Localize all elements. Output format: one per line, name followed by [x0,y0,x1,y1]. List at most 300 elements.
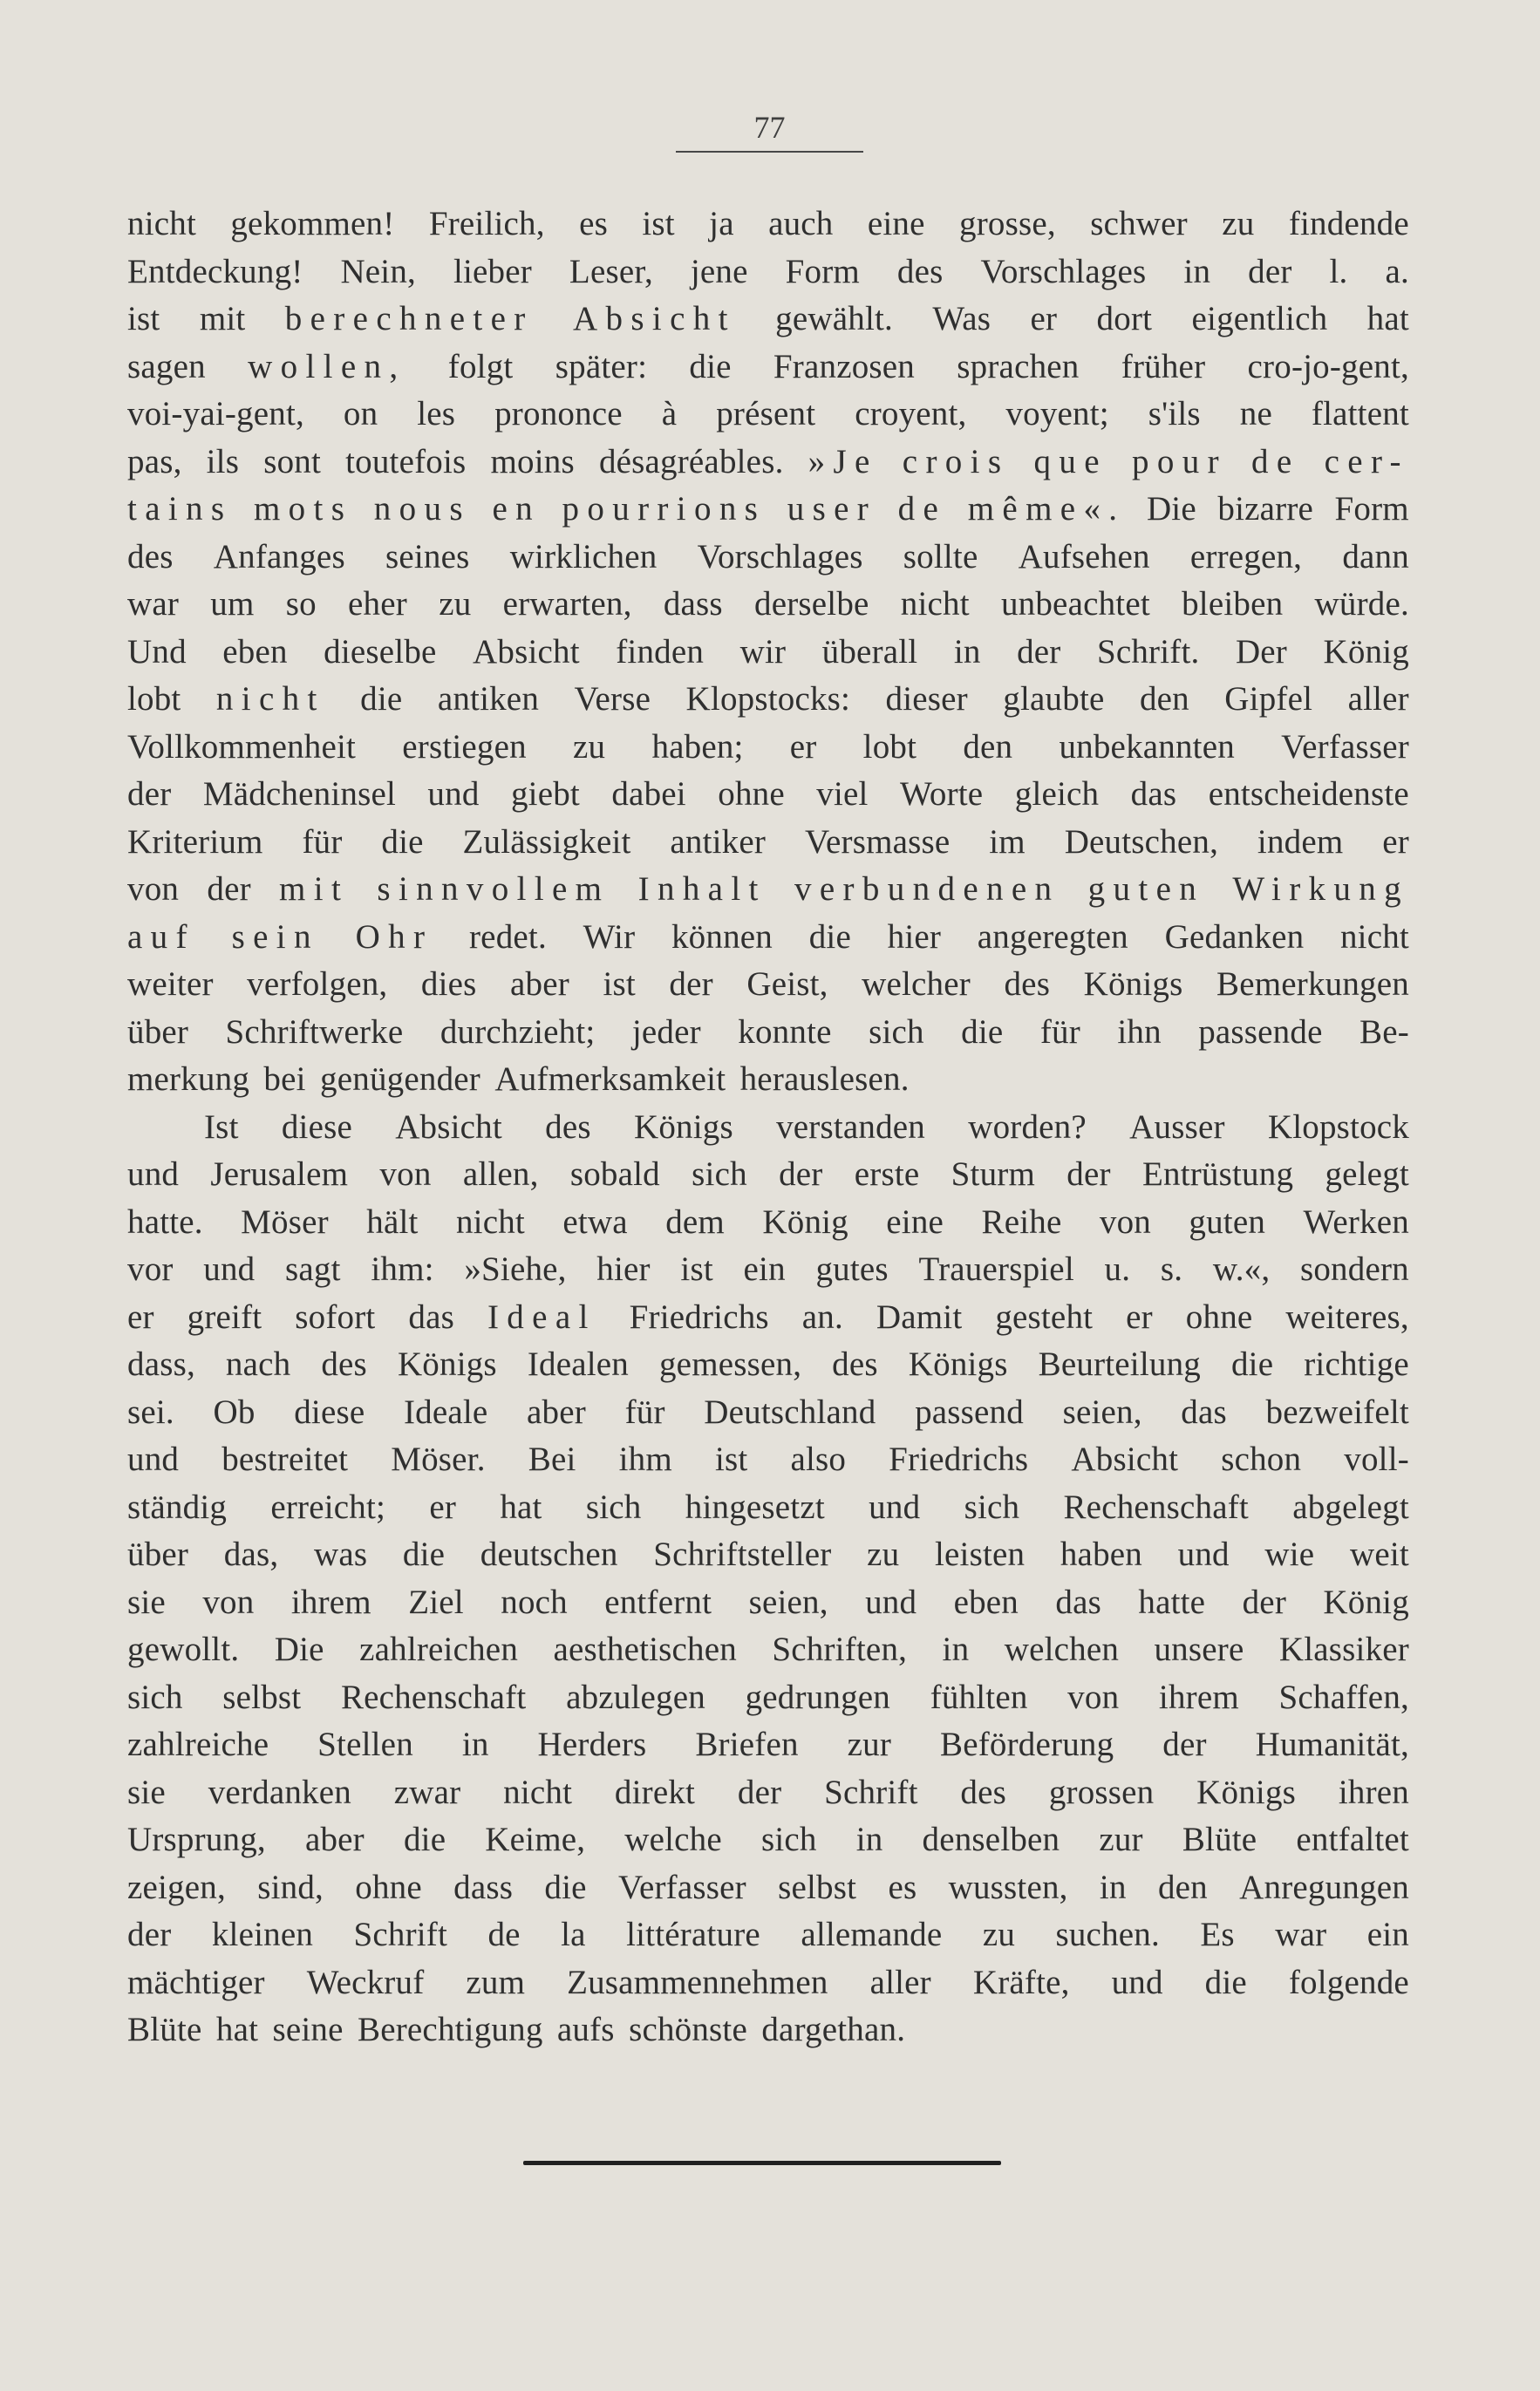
word: was [313,1536,368,1573]
word: Absicht [1071,1441,1179,1478]
word: etwa [562,1202,628,1241]
word: Schriftsteller [653,1536,832,1573]
word: Geist, [746,965,828,1003]
word: Ist [204,1107,239,1146]
word: Verfasser [1281,727,1409,766]
word: um [210,585,255,623]
word: erregen, [1189,537,1303,576]
word: voyent; [1005,395,1109,433]
word: folgt [447,347,514,385]
word: verdanken [208,1773,351,1811]
word: en [492,490,541,528]
word: dieselbe [324,632,437,671]
word: sich [760,1821,817,1858]
word: und [203,1250,256,1288]
word: zeigen, [127,1868,226,1906]
word: u. [1104,1250,1131,1288]
word: ihren [1338,1773,1409,1811]
word: er [1382,822,1409,861]
word: im [989,822,1026,861]
word: »Siehe, [464,1250,567,1288]
word: die [403,1821,446,1858]
word: aesthetischen [553,1631,737,1668]
word: ohne [1185,1298,1253,1336]
word: s. [1160,1250,1183,1288]
word: zur [847,1726,892,1763]
text-line [127,534,1409,582]
word: hat [215,2011,259,2048]
word: indem [1257,822,1344,861]
word: Möser [241,1202,329,1241]
word: eher [348,585,407,623]
word: Deutschen, [1064,822,1219,861]
word: sagen [127,347,206,385]
word: es [579,205,608,242]
word: Worte [900,775,984,813]
word: sofort [295,1298,376,1336]
word: hingesetzt [685,1488,825,1526]
word: Ziel [408,1583,464,1621]
word: Vollkommenheit [127,727,357,766]
word: ein [743,1250,786,1288]
word: ihm [618,1441,672,1478]
text-line [127,1056,1409,1104]
word: wie [1264,1536,1315,1573]
word: und [869,1488,921,1526]
word: leisten [934,1536,1026,1573]
word: nicht [455,1202,525,1241]
word: cro-jo-gent, [1247,347,1409,385]
text-line [127,819,1409,867]
word: Bei [528,1441,576,1478]
word: die [808,917,851,956]
text-line [127,676,1409,724]
word: gedrungen [745,1678,891,1716]
word: Keime, [485,1821,586,1858]
word: genügender [320,1060,480,1098]
word: wollen, [248,347,406,385]
word: Blüte [1182,1821,1257,1858]
word: aber [510,965,569,1003]
word: er [1126,1298,1153,1336]
word: Ideal [487,1298,596,1336]
text-line [127,439,1409,487]
word: richtige [1304,1345,1409,1383]
word: croyent, [855,395,967,433]
word: ils [206,442,240,480]
word: angeregten [977,917,1128,956]
text-line [127,249,1409,296]
word: sollte [903,537,978,576]
word: Leser, [569,252,653,290]
text-line [127,1199,1409,1247]
word: Weckruf [306,1963,425,2001]
word: aber [304,1821,365,1858]
word: verfolgen, [247,965,388,1003]
word: verstanden [776,1107,925,1146]
word: à [661,395,678,433]
word: antiken [437,680,540,718]
word: ist [714,1441,748,1478]
word: Beförderung [940,1726,1114,1763]
word: und [427,775,480,813]
text-line [127,914,1409,962]
word: »Je [807,442,878,480]
word: Form [1334,490,1409,528]
word: Sturm [951,1155,1036,1193]
word: Klassiker [1278,1631,1409,1668]
word: die [1204,1963,1247,2001]
text-line [127,1151,1409,1199]
word: war [127,585,180,623]
word: lobt [127,680,181,718]
word: pourrions [562,490,767,528]
word: es [888,1868,917,1906]
word: selbst [778,1868,857,1906]
word: Rechenschaft [1063,1488,1249,1526]
word: in [1183,252,1211,290]
word: Verfasser [617,1868,746,1906]
word: passende [1198,1012,1323,1051]
word: giebt [510,775,580,813]
word: gewollt. [127,1631,240,1668]
text-line [127,1816,1409,1864]
word: er [429,1488,457,1526]
word: Absicht [572,300,736,337]
word: Schaffen, [1278,1678,1409,1716]
text-line [127,771,1409,819]
word: finden [616,632,705,671]
word: durchzieht; [440,1012,596,1051]
word: weiteres, [1285,1298,1409,1336]
text-line [127,1294,1409,1342]
word: er [1030,300,1058,337]
word: denselben [922,1821,1060,1858]
word: das, [223,1536,279,1573]
word: gelegt [1325,1155,1409,1193]
word: die [402,1536,446,1573]
text-line [127,1246,1409,1294]
word: Mädcheninsel [202,775,396,813]
word: ist [127,300,160,337]
text-line [127,296,1409,344]
text-line [127,1721,1409,1769]
word: grosse, [959,205,1056,242]
word: Be- [1359,1012,1409,1051]
word: von [1099,1202,1151,1241]
word: s'ils [1148,395,1201,433]
word: de [1251,442,1300,480]
word: bestreitet [221,1441,349,1478]
word: sondern [1299,1250,1409,1288]
word: in [461,1726,489,1763]
word: König [762,1202,848,1241]
page-number-rule [676,151,863,153]
word: Rechenschaft [340,1678,527,1716]
word: Damit [876,1298,963,1336]
word: même«. [967,490,1126,528]
word: der [207,870,251,908]
word: Versmasse [804,822,951,861]
word: dabei [611,775,686,813]
word: die [1230,1345,1274,1383]
word: gewählt. [775,300,893,337]
word: ist [603,965,636,1003]
word: Nein, [340,252,416,290]
word: in [855,1821,883,1858]
word: schon [1221,1441,1302,1478]
word: die [544,1868,587,1906]
word: lobt [862,727,917,766]
word: nicht [1339,917,1409,956]
word: Was [932,300,991,337]
word: Absicht [473,632,580,671]
word: hält [366,1202,419,1241]
word: gekommen! [230,205,395,242]
word: wussten, [948,1868,1068,1906]
word: für [302,822,343,861]
word: wirklichen [509,537,658,576]
word: bei [263,1060,306,1098]
word: findende [1288,205,1409,242]
word: des [1004,965,1051,1003]
word: Vorschlages [980,252,1147,290]
word: Königs [633,1107,733,1146]
word: so [285,585,317,623]
word: zu [439,585,472,623]
word: ist [642,205,675,242]
text-line [127,1531,1409,1579]
word: de [897,490,947,528]
word: fühlten [930,1678,1028,1716]
word: und [865,1583,917,1621]
text-line [127,581,1409,629]
word: eine [867,205,925,242]
word: toutefois [345,442,467,480]
word: mit [199,300,246,337]
word: merkung [127,1060,250,1098]
word: hier [887,917,942,956]
text-line [127,1864,1409,1912]
word: ihrem [1158,1678,1239,1716]
word: Verse [574,680,651,718]
word: zu [867,1536,900,1573]
word: glaubte [1003,680,1105,718]
text-line [127,1579,1409,1627]
word: Ideale [403,1393,488,1431]
word: sont [263,442,322,480]
word: Ursprung, [127,1821,266,1858]
text-line [127,1911,1409,1959]
word: nous [373,490,471,528]
word: sie [127,1773,166,1811]
word: littérature [626,1916,760,1953]
word: selbst [222,1678,302,1716]
word: ne [1239,395,1272,433]
text-line [127,724,1409,772]
word: gemessen, [658,1345,802,1383]
word: sich [585,1488,642,1526]
word: das [1181,1393,1227,1431]
word: der [1017,632,1061,671]
word: an. [801,1298,843,1336]
word: seines [385,537,470,576]
word: können [671,917,773,956]
word: redet. [469,917,547,956]
word: la [561,1916,586,1953]
word: Zusammennehmen [567,1963,828,2001]
word: von [379,1155,432,1193]
word: lieber [453,252,532,290]
word: deutschen [480,1536,618,1573]
word: seien, [748,1583,828,1621]
word: entscheidenste [1208,775,1409,813]
word: entfaltet [1296,1821,1409,1858]
body-text [127,201,1409,2054]
word: Vorschlages [697,537,863,576]
word: mots [253,490,353,528]
word: tains [127,490,233,528]
word: Kriterium [127,822,263,861]
word: grossen [1048,1773,1155,1811]
word: Der [1235,632,1287,671]
word: welche [624,1821,722,1858]
text-line [127,1674,1409,1722]
word: nicht [503,1773,573,1811]
word: König [1323,632,1409,671]
word: den [1157,1868,1208,1906]
word: herauslesen. [739,1060,910,1098]
word: dem [665,1202,725,1241]
word: Königs [1196,1773,1297,1811]
text-line [127,1959,1409,2007]
word: bleiben [1182,585,1284,623]
word: worden? [968,1107,1087,1146]
text-line [127,1009,1409,1057]
word: ihn [1117,1012,1162,1051]
word: ohne [355,1868,422,1906]
word: que [1033,442,1107,480]
text-line [127,1341,1409,1389]
word: Form [785,252,860,290]
word: dass [663,585,723,623]
text-line [127,961,1409,1009]
word: Ausser [1129,1107,1225,1146]
word: ihrem [290,1583,371,1621]
word: vor [127,1250,174,1288]
word: hatte [1138,1583,1206,1621]
word: Ohr [355,917,433,956]
word: voll- [1344,1441,1409,1478]
word: ja [709,205,734,242]
word: König [1323,1583,1409,1621]
word: Es [1200,1916,1235,1953]
word: für [624,1393,665,1431]
word: seien, [1062,1393,1142,1431]
word: prononce [494,395,623,433]
word: früher [1121,347,1206,385]
text-line [127,1104,1409,1152]
text-line [127,1484,1409,1532]
word: in [953,632,981,671]
word: pas, [127,442,182,480]
word: sich [127,1678,183,1716]
word: sich [869,1012,924,1051]
word: Ob [213,1393,256,1431]
word: des [832,1345,878,1383]
word: hier [596,1250,651,1288]
word: Entrüstung [1141,1155,1294,1193]
word: über [127,1012,189,1051]
word: zum [466,1963,526,2001]
word: der [1242,1583,1287,1621]
word: unsere [1154,1631,1244,1668]
word: zahlreichen [359,1631,519,1668]
word: aufs [556,2011,615,2048]
word: Schrift [824,1773,918,1811]
page-number: 77 [753,110,786,145]
text-line [127,629,1409,677]
word: Gedanken [1164,917,1305,956]
word: hat [1366,300,1409,337]
word: Jerusalem [210,1155,349,1193]
word: Inhalt [637,870,767,908]
word: Möser. [391,1441,486,1478]
word: Königs [1083,965,1183,1003]
word: nicht [900,585,970,623]
word: Aufsehen [1018,537,1150,576]
word: später: [555,347,648,385]
text-line [127,391,1409,439]
word: die [360,680,403,718]
word: Humanität, [1255,1726,1409,1763]
word: sagt [285,1250,341,1288]
word: sei. [127,1393,174,1431]
word: Und [127,632,187,671]
word: Aufmerksamkeit [494,1060,726,1098]
word: erwarten, [502,585,632,623]
word: ständig [127,1488,228,1526]
word: bezweifelt [1265,1393,1409,1431]
word: abgelegt [1292,1488,1409,1526]
word: w.«, [1212,1250,1271,1288]
word: konnte [738,1012,832,1051]
word: eben [953,1583,1019,1621]
word: allen, [462,1155,539,1193]
word: guten [1087,870,1205,908]
word: unbeachtet [1000,585,1150,623]
word: eine [886,1202,944,1241]
word: Berechtigung [358,2011,543,2048]
word: Anfanges [213,537,345,576]
word: user [787,490,877,528]
word: aber [527,1393,586,1431]
word: auf [127,917,195,956]
word: de [487,1916,521,1953]
word: ihm: [371,1250,434,1288]
word: gleich [1014,775,1100,813]
word: sprachen [957,347,1080,385]
word: weiter [127,965,214,1003]
word: auch [768,205,834,242]
word: Königs [397,1345,497,1383]
word: ist [680,1250,713,1288]
word: erstiegen [402,727,527,766]
word: aller [869,1963,931,2001]
word: noch [501,1583,568,1621]
word: Wir [583,917,636,956]
word: der [127,775,172,813]
